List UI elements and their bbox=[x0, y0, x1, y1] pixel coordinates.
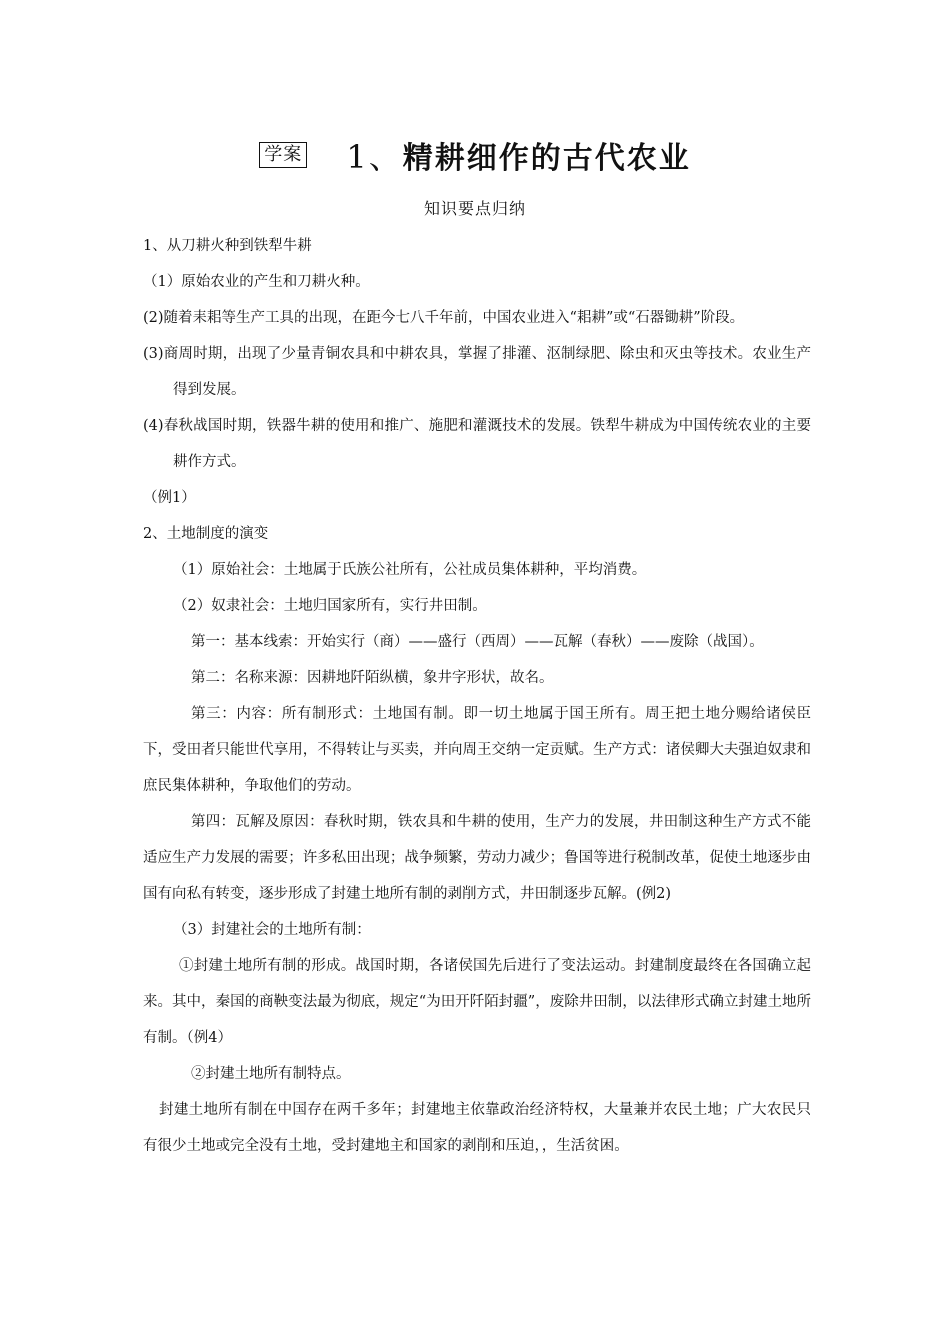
well-field-point-3: 第三：内容：所有制形式：土地国有制。即一切土地属于国王所有。周王把土地分赐给诸侯臣下，受田者只能世代享用，不得转让与买卖，并向周王交纳一定贡赋。生产方式：诸侯卿大夫强迫奴隶和庶民集体耕种，争取他们的劳动。 bbox=[143, 706, 811, 794]
section-1-item-2: (2)随着耒耜等生产工具的出现，在距今七八千年前，中国农业进入“耜耕”或“石器锄耕”阶段。 bbox=[143, 310, 745, 326]
well-field-point-4: 第四：瓦解及原因：春秋时期，铁农具和牛耕的使用，生产力的发展，井田制这种生产方式不能适应生产力发展的需要；许多私田出现；战争频繁，劳动力减少；鲁国等进行税制改革，促使土地逐步由国有向私有转变，逐步形成了封建土地所有制的剥削方式，井田制逐步瓦解。(例2) bbox=[143, 814, 811, 902]
title-row bbox=[0, 132, 950, 178]
section-1-item-1: （1）原始农业的产生和刀耕火种。 bbox=[143, 274, 370, 290]
section-2-item-1: （1）原始社会：土地属于氏族公社所有，公社成员集体耕种，平均消费。 bbox=[173, 562, 647, 578]
feudal-point-1: ①封建土地所有制的形成。战国时期，各诸侯国先后进行了变法运动。封建制度最终在各国确立起来。其中，秦国的商鞅变法最为彻底，规定“为田开阡陌封疆”，废除井田制，以法律形式确立封建土地所有制。（例4） bbox=[143, 958, 811, 1046]
well-field-point-2: 第二：名称来源：因耕地阡陌纵横，象井字形状，故名。 bbox=[191, 670, 554, 686]
document-body bbox=[143, 228, 811, 1164]
title-text: 精耕细作的古代农业 bbox=[402, 141, 691, 176]
section-2-item-3: （3）封建社会的土地所有制： bbox=[173, 922, 371, 938]
well-field-point-1: 第一：基本线索：开始实行（商）——盛行（西周）——瓦解（春秋）——废除（战国）。 bbox=[191, 634, 764, 650]
page-subtitle: 知识要点归纳 bbox=[423, 199, 526, 218]
feudal-characteristics: 封建土地所有制在中国存在两千多年；封建地主依靠政治经济特权，大量兼并农民土地；广大农民只有很少土地或完全没有土地，受封建地主和国家的剥削和压迫，，生活贫困。 bbox=[143, 1102, 811, 1154]
title-number: 1、 bbox=[346, 138, 403, 176]
section-1-item-4: (4)春秋战国时期，铁器牛耕的使用和推广、施肥和灌溉技术的发展。铁犁牛耕成为中国传统农业的主要耕作方式。 bbox=[143, 418, 811, 470]
section-2-item-2: （2）奴隶社会：土地归国家所有，实行井田制。 bbox=[173, 598, 487, 614]
feudal-point-2: ②封建土地所有制特点。 bbox=[191, 1066, 351, 1082]
section-1-example: （例1） bbox=[143, 490, 196, 506]
section-2-heading: 2、土地制度的演变 bbox=[143, 526, 269, 542]
page-title bbox=[346, 132, 690, 178]
lesson-badge: 学案 bbox=[259, 142, 307, 168]
section-1-item-3: (3)商周时期，出现了少量青铜农具和中耕农具，掌握了排灌、沤制绿肥、除虫和灭虫等技术。农业生产得到发展。 bbox=[143, 346, 811, 398]
section-1-heading: 1、从刀耕火种到铁犁牛耕 bbox=[143, 238, 312, 254]
